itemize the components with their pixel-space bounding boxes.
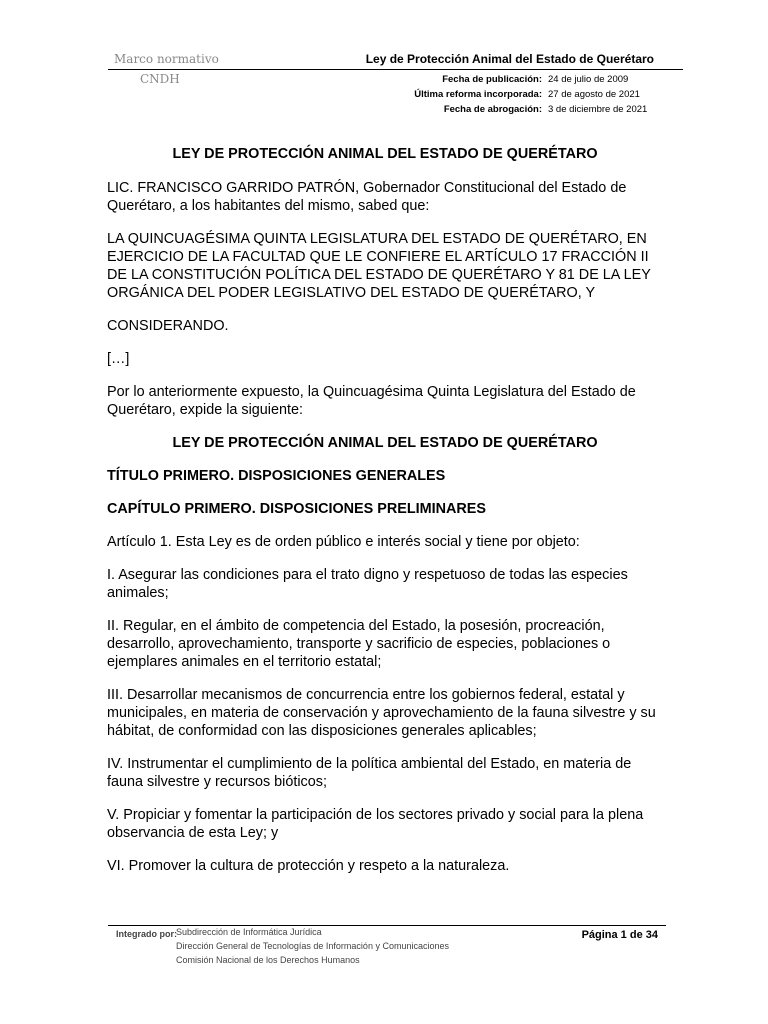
chapter-heading: CAPÍTULO PRIMERO. DISPOSICIONES PRELIMINARES	[107, 501, 486, 517]
omitted-text-marker: […]	[107, 351, 130, 367]
expedition-statement: Por lo anteriormente expuesto, la Quincuagésima Quinta Legislatura del Estado de Querétaro, expide la siguiente:	[107, 384, 636, 418]
fraction-i: I. Asegurar las condiciones para el trato digno y respetuoso de todas las especies animales;	[107, 567, 628, 601]
fraction-v: V. Propiciar y fomentar la participación de los sectores privado y social para la plena observancia de esta Ley; y	[107, 807, 644, 841]
abrogation-date-row	[380, 102, 660, 117]
document-body	[107, 145, 663, 875]
publication-metadata	[380, 72, 660, 117]
footer-credit-label: Integrado por:	[116, 929, 177, 939]
governor-intro: LIC. FRANCISCO GARRIDO PATRÓN, Gobernador Constitucional del Estado de Querétaro, a los habitantes del mismo, sabed que:	[107, 180, 627, 214]
law-title-repeat: LEY DE PROTECCIÓN ANIMAL DEL ESTADO DE QUERÉTARO	[172, 435, 598, 451]
last-reform-value: 27 de agosto de 2021	[548, 89, 640, 100]
fraction-vi: VI. Promover la cultura de protección y respeto a la naturaleza.	[107, 858, 510, 874]
last-reform-row	[380, 87, 660, 102]
header-document-title: Ley de Protección Animal del Estado de Querétaro	[365, 52, 654, 66]
page-number: Página 1 de 34	[581, 929, 658, 941]
fraction-iii: III. Desarrollar mecanismos de concurrencia entre los gobiernos federal, estatal y municipales, en materia de conservación y aprovechamiento de la fauna silvestre y su hábitat, de conformidad con las disposiciones generales aplicables;	[107, 687, 656, 739]
footer-credit-line-3: Comisión Nacional de los Derechos Humanos	[176, 955, 360, 965]
title-heading: TÍTULO PRIMERO. DISPOSICIONES GENERALES	[107, 468, 446, 484]
fraction-iv: IV. Instrumentar el cumplimiento de la política ambiental del Estado, en materia de fauna silvestre y recursos bióticos;	[107, 756, 632, 790]
header-section-label: Marco normativo	[114, 52, 219, 66]
header-divider	[108, 69, 683, 70]
fraction-ii: II. Regular, en el ámbito de competencia del Estado, la posesión, procreación, desarrollo, aprovechamiento, transporte y sacrificio de especies, poblaciones o ejemplares animales en el territorio estatal;	[107, 618, 611, 670]
footer-credit-line-1: Subdirección de Informática Jurídica	[176, 927, 322, 937]
legislature-statement: LA QUINCUAGÉSIMA QUINTA LEGISLATURA DEL ESTADO DE QUERÉTARO, EN EJERCICIO DE LA FACULTAD QUE LE CONFIERE EL ARTÍCULO 17 FRACCIÓN II DE LA CONSTITUCIÓN POLÍTICA DEL ESTADO DE QUERÉTARO Y 81 DE LA LEY ORGÁNICA DEL PODER LEGISLATIVO DEL ESTADO DE QUERÉTARO, Y	[107, 231, 651, 301]
abrogation-date-value: 3 de diciembre de 2021	[548, 104, 648, 115]
considerando-heading: CONSIDERANDO.	[107, 318, 229, 334]
publication-date-value: 24 de julio de 2009	[548, 74, 629, 85]
footer-credit-line-2: Dirección General de Tecnologías de Información y Comunicaciones	[176, 941, 449, 951]
last-reform-label: Última reforma incorporada:	[414, 89, 542, 100]
publication-date-label: Fecha de publicación:	[442, 74, 542, 85]
publication-date-row	[380, 72, 660, 87]
article-1: Artículo 1. Esta Ley es de orden público e interés social y tiene por objeto:	[107, 534, 580, 550]
abrogation-date-label: Fecha de abrogación:	[443, 104, 542, 115]
law-title: LEY DE PROTECCIÓN ANIMAL DEL ESTADO DE QUERÉTARO	[172, 146, 598, 162]
header-org-label: CNDH	[140, 72, 180, 86]
